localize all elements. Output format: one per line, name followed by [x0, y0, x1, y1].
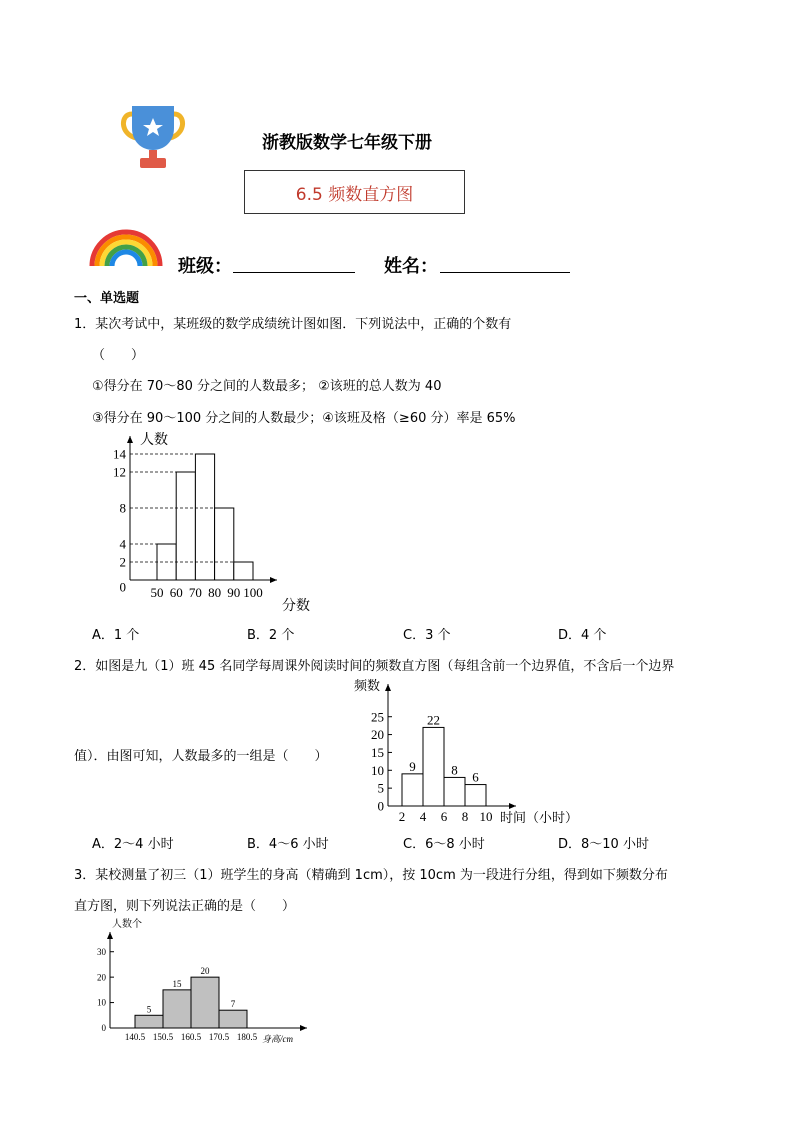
chart3-x-tick-label: 140.5 [124, 1032, 146, 1042]
chart3-x-tick-label: 160.5 [180, 1032, 202, 1042]
rainbow-icon [88, 226, 164, 268]
name-label: 姓名： [384, 256, 438, 277]
chart3-y-arrow [107, 932, 113, 939]
chart1-y-tick-label: 12 [113, 464, 126, 480]
chart2-data-label: 8 [451, 762, 458, 778]
lesson-title-box [244, 170, 465, 214]
q2-option-b[interactable]: B．4～6 小时 [247, 837, 329, 852]
q2-option-d[interactable]: D．8～10 小时 [558, 837, 649, 852]
page-title: 浙教版数学七年级下册 [262, 133, 432, 153]
chart1-x-arrow [270, 577, 277, 583]
section-title: 一、单选题 [74, 291, 140, 306]
chart2-ylabel: 频数 [354, 678, 381, 693]
chart1-x-tick-label: 100 [243, 585, 263, 600]
chart2-y-tick-label: 0 [377, 798, 384, 814]
chart1-ylabel: 人数 [140, 433, 168, 448]
chart1-bar [215, 508, 234, 580]
lesson-title: 6.5 频数直方图 [295, 184, 414, 205]
q1-option-c[interactable]: C．3 个 [403, 628, 451, 643]
chart3-y-tick-label: 20 [97, 972, 106, 983]
q1-option-d[interactable]: D．4 个 [558, 628, 607, 643]
chart2-bar [423, 727, 444, 806]
chart1-y-tick-label: 14 [113, 446, 126, 462]
chart3-bar [219, 1010, 247, 1028]
chart1-y-tick-label: 4 [119, 536, 126, 552]
question-1-statement-2: ③得分在 90～100 分之间的人数最少；④该班及格（≥60 分）率是 65% [92, 411, 516, 426]
chart1-x-tick-label: 70 [188, 585, 202, 600]
chart1-x-tick-label: 80 [208, 585, 222, 600]
chart3-data-label: 15 [172, 978, 182, 989]
chart3-x-arrow [300, 1025, 307, 1031]
chart2-data-label: 22 [427, 712, 440, 728]
class-label: 班级： [178, 256, 232, 277]
chart3-data-label: 20 [200, 966, 210, 977]
chart3-x-tick-label: 170.5 [208, 1032, 230, 1042]
chart1-xlabel: 分数 [282, 599, 310, 614]
chart2-x-tick-label: 6 [440, 809, 448, 824]
q1-option-b[interactable]: B．2 个 [247, 628, 295, 643]
chart3-bar [191, 977, 219, 1028]
chart1-bar [195, 454, 214, 580]
chart3-bar [163, 990, 191, 1028]
chart1-y-arrow [127, 436, 133, 443]
chart1-bar [234, 562, 253, 580]
question-3-stem-line1: 3．某校测量了初三（1）班学生的身高（精确到 1cm），按 10cm 为一段进行分组，得到如下频数分布 [74, 868, 668, 883]
chart3-x-tick-label: 150.5 [152, 1032, 174, 1042]
chart3-xlabel: 身高/cm [262, 1034, 293, 1044]
chart2-x-tick-label: 10 [479, 809, 493, 824]
chart-height-histogram [80, 912, 320, 1050]
question-3-stem-line2: 直方图，则下列说法正确的是（ ） [74, 899, 296, 914]
chart1-y-tick-label: 2 [119, 554, 126, 570]
chart2-data-label: 6 [472, 769, 479, 785]
trophy-icon [118, 104, 188, 170]
chart2-y-tick-label: 20 [371, 727, 384, 743]
chart3-y-tick-label: 0 [101, 1023, 106, 1034]
chart2-x-arrow [509, 803, 516, 809]
question-2-stem-line1: 2．如图是九（1）班 45 名同学每周课外阅读时间的频数直方图（每组含前一个边界值，不含后一个边界 [74, 659, 675, 674]
question-1-stem: 1．某次考试中，某班级的数学成绩统计图如图．下列说法中，正确的个数有 [74, 317, 512, 332]
chart3-bar [135, 1015, 163, 1028]
chart2-y-tick-label: 25 [371, 709, 384, 725]
chart1-y-tick-label: 0 [119, 579, 126, 595]
chart2-y-arrow [385, 684, 391, 691]
chart2-y-tick-label: 5 [377, 780, 384, 796]
chart2-bar [402, 774, 423, 806]
q2-option-a[interactable]: A．2～4 小时 [92, 837, 174, 852]
chart-reading-time-histogram [348, 676, 588, 826]
chart1-x-tick-label: 50 [150, 585, 164, 600]
chart3-data-label: 7 [230, 999, 236, 1010]
chart2-xlabel: 时间（小时） [500, 810, 579, 825]
chart2-x-tick-label: 8 [461, 809, 469, 824]
chart2-y-tick-label: 15 [371, 744, 384, 760]
question-1-paren: （ ） [92, 348, 145, 363]
chart2-data-label: 9 [409, 758, 416, 774]
chart3-x-tick-label: 180.5 [236, 1032, 258, 1042]
question-2-stem-line2: 值）．由图可知，人数最多的一组是（ ） [74, 749, 328, 764]
chart1-y-tick-label: 8 [119, 500, 126, 516]
class-input-line[interactable] [233, 272, 355, 273]
chart3-data-label: 5 [146, 1004, 152, 1015]
chart1-bar [176, 472, 195, 580]
chart2-x-tick-label: 4 [419, 809, 427, 824]
chart2-bar [465, 785, 486, 806]
chart2-y-tick-label: 10 [371, 762, 384, 778]
chart3-y-tick-label: 30 [97, 946, 106, 957]
chart3-ylabel: 人数个 [112, 919, 142, 930]
chart1-x-tick-label: 90 [227, 585, 241, 600]
chart3-y-tick-label: 10 [97, 997, 106, 1008]
chart2-bar [444, 777, 465, 806]
q1-option-a[interactable]: A．1 个 [92, 628, 140, 643]
chart2-x-tick-label: 2 [398, 809, 406, 824]
question-1-statement-1: ①得分在 70～80 分之间的人数最多； ②该班的总人数为 40 [92, 379, 442, 394]
name-input-line[interactable] [440, 272, 570, 273]
chart-score-histogram [100, 430, 330, 615]
q2-option-c[interactable]: C．6～8 小时 [403, 837, 485, 852]
chart1-x-tick-label: 60 [169, 585, 183, 600]
